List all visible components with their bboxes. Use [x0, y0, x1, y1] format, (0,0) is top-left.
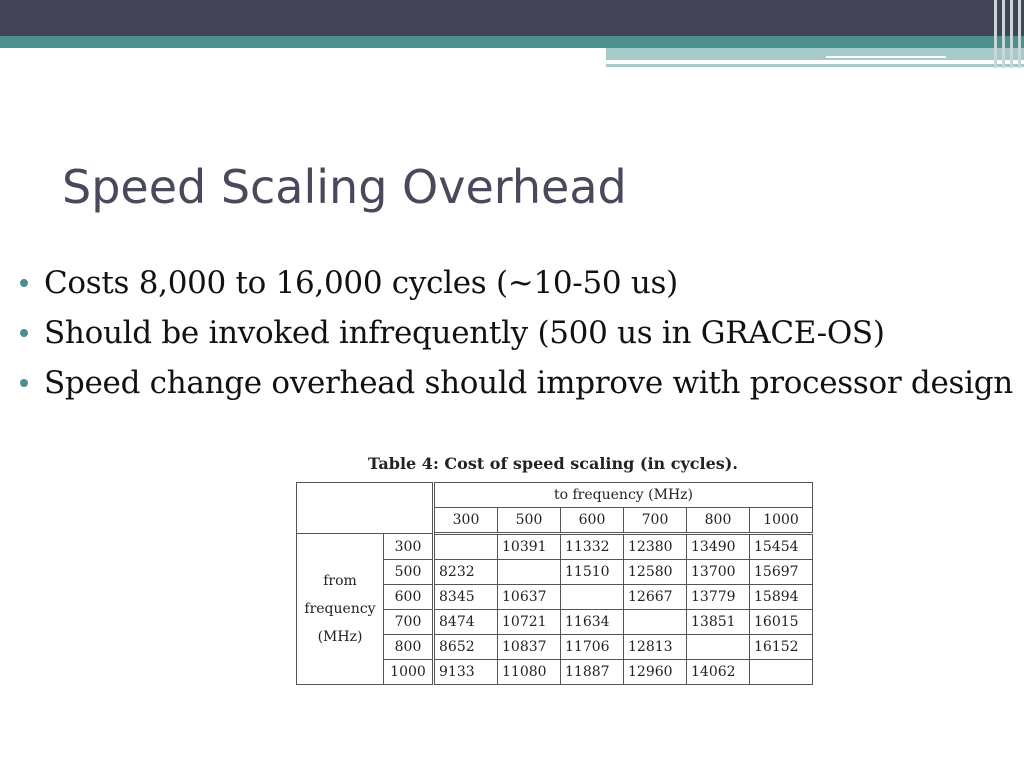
- from-header-line: frequency: [304, 601, 376, 617]
- header-accent-line: [606, 64, 1024, 67]
- row-header: 800: [384, 635, 434, 660]
- table-cell: 10837: [498, 635, 561, 660]
- table-cell: 13490: [687, 534, 750, 560]
- header-band-light: [606, 48, 1024, 60]
- bullet-text: Should be invoked infrequently (500 us in GRACE-OS): [44, 315, 885, 351]
- table-cell: 13779: [687, 585, 750, 610]
- header-band-dark: [0, 0, 1024, 36]
- table-cell: 12960: [624, 660, 687, 685]
- table-row: [297, 534, 813, 560]
- table-cell: [750, 660, 813, 685]
- table-cell: 10721: [498, 610, 561, 635]
- from-header-line: from: [323, 573, 357, 589]
- bullet-dot-icon: [20, 379, 28, 387]
- table-cell: 13851: [687, 610, 750, 635]
- table-cell: 12380: [624, 534, 687, 560]
- bullet-item: [16, 308, 1016, 358]
- bullet-dot-icon: [20, 329, 28, 337]
- table-cell: 10637: [498, 585, 561, 610]
- table-cell: [498, 560, 561, 585]
- table-cell: 8232: [434, 560, 498, 585]
- table-cell: 15894: [750, 585, 813, 610]
- table-cell: [434, 534, 498, 560]
- row-header: 600: [384, 585, 434, 610]
- row-header: 500: [384, 560, 434, 585]
- table-cell: 11634: [561, 610, 624, 635]
- table-cell: 11080: [498, 660, 561, 685]
- table-cell: 12813: [624, 635, 687, 660]
- bullet-list: [16, 258, 1016, 408]
- row-header: 700: [384, 610, 434, 635]
- table-cell: 12667: [624, 585, 687, 610]
- table-cell: 11887: [561, 660, 624, 685]
- row-header: 1000: [384, 660, 434, 685]
- bullet-text: Speed change overhead should improve with processor design: [44, 365, 1013, 401]
- column-header: 800: [687, 508, 750, 534]
- table-caption: Table 4: Cost of speed scaling (in cycles).: [368, 454, 738, 473]
- table-cell: 11706: [561, 635, 624, 660]
- header-band-teal: [0, 36, 1024, 48]
- table-cell: 16015: [750, 610, 813, 635]
- table-cell: 15454: [750, 534, 813, 560]
- column-header: 300: [434, 508, 498, 534]
- table-cell: [561, 585, 624, 610]
- header-accent-line-white: [826, 56, 946, 58]
- table-header-row: [297, 483, 813, 508]
- column-header: 700: [624, 508, 687, 534]
- from-header-line: (MHz): [317, 629, 363, 645]
- header-stripes: [990, 0, 1024, 68]
- table-cell: 15697: [750, 560, 813, 585]
- column-header: 500: [498, 508, 561, 534]
- table-cell: 12580: [624, 560, 687, 585]
- table-cell: 11332: [561, 534, 624, 560]
- bullet-text: Costs 8,000 to 16,000 cycles (~10-50 us): [44, 265, 678, 301]
- table-cell: 8474: [434, 610, 498, 635]
- from-frequency-header: [297, 534, 384, 685]
- table-cell: 9133: [434, 660, 498, 685]
- column-header: 1000: [750, 508, 813, 534]
- table-cell: 14062: [687, 660, 750, 685]
- table-cell: [687, 635, 750, 660]
- table-cell: 13700: [687, 560, 750, 585]
- to-frequency-header: to frequency (MHz): [434, 483, 813, 508]
- table-cell: 10391: [498, 534, 561, 560]
- table-cell: 8652: [434, 635, 498, 660]
- table-cell: 8345: [434, 585, 498, 610]
- speed-scaling-table: [296, 482, 813, 685]
- bullet-item: [16, 358, 1016, 408]
- bullet-item: [16, 258, 1016, 308]
- bullet-dot-icon: [20, 279, 28, 287]
- column-header: 600: [561, 508, 624, 534]
- table-corner-cell: [297, 483, 434, 534]
- table-cell: [624, 610, 687, 635]
- table-cell: 11510: [561, 560, 624, 585]
- table-cell: 16152: [750, 635, 813, 660]
- slide-title: Speed Scaling Overhead: [62, 160, 627, 214]
- row-header: 300: [384, 534, 434, 560]
